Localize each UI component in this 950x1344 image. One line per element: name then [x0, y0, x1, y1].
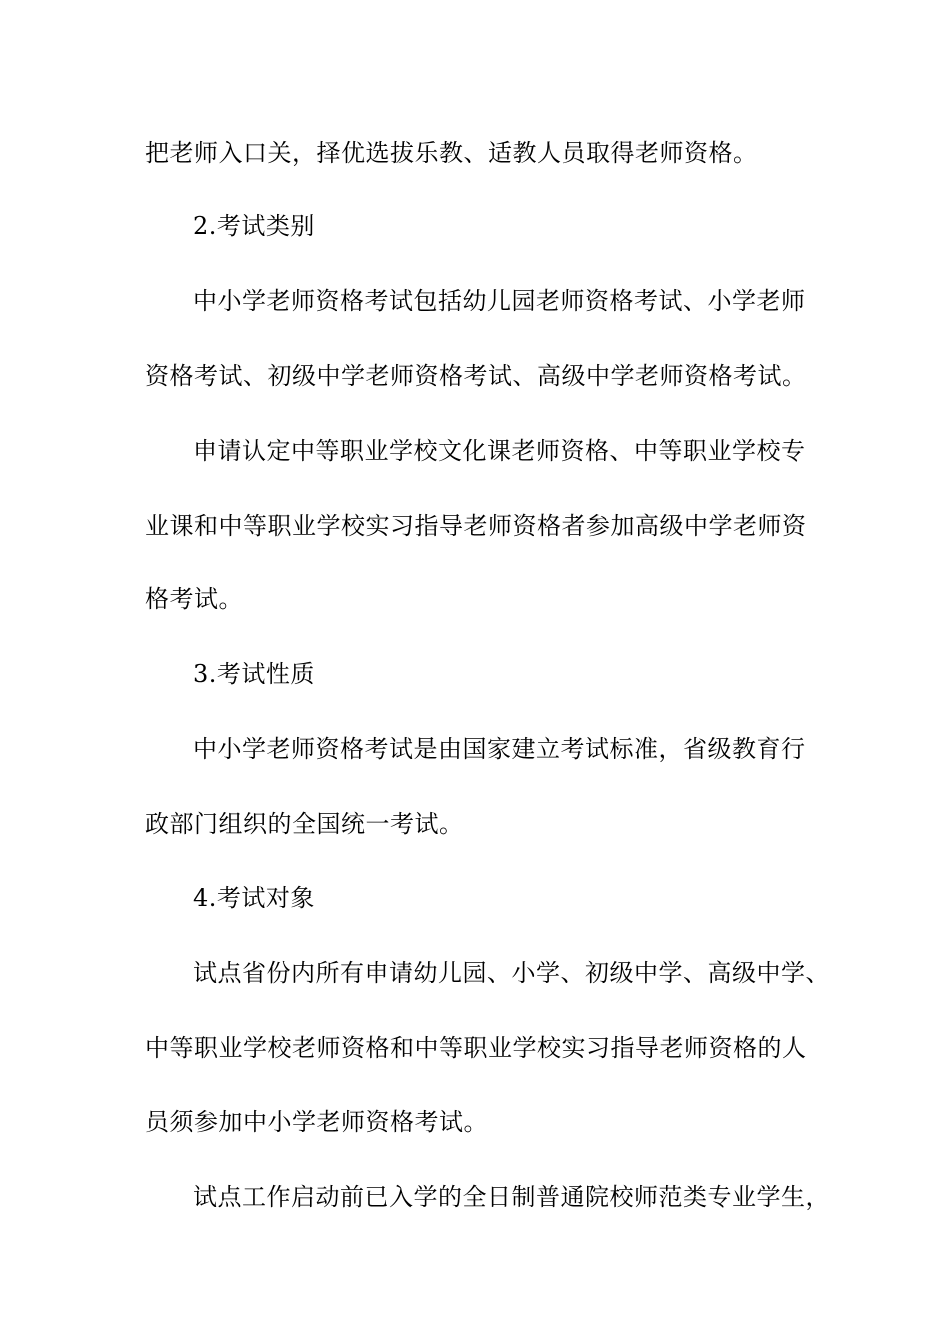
paragraph-line: 资格考试、初级中学老师资格考试、高级中学老师资格考试。: [145, 362, 807, 390]
paragraph-line: 中小学老师资格考试包括幼儿园老师资格考试、小学老师: [193, 287, 806, 315]
paragraph-line: 中等职业学校老师资格和中等职业学校实习指导老师资格的人: [145, 1034, 807, 1062]
paragraph-line: 中小学老师资格考试是由国家建立考试标准，省级教育行: [193, 735, 806, 763]
paragraph-line: 把老师入口关，择优选拔乐教、适教人员取得老师资格。: [145, 139, 758, 167]
paragraph-line: 格考试。: [145, 585, 243, 613]
paragraph-line: 业课和中等职业学校实习指导老师资格者参加高级中学老师资: [145, 512, 807, 540]
paragraph-line: 申请认定中等职业学校文化课老师资格、中等职业学校专: [193, 437, 806, 465]
paragraph-line: 试点省份内所有申请幼儿园、小学、初级中学、高级中学、: [193, 959, 830, 987]
section-heading: 2.考试类别: [193, 212, 315, 240]
paragraph-line: 政部门组织的全国统一考试。: [145, 810, 464, 838]
paragraph-line: 试点工作启动前已入学的全日制普通院校师范类专业学生，: [193, 1183, 830, 1211]
section-heading: 3.考试性质: [193, 660, 315, 688]
section-heading: 4.考试对象: [193, 884, 315, 912]
paragraph-line: 员须参加中小学老师资格考试。: [145, 1108, 488, 1136]
